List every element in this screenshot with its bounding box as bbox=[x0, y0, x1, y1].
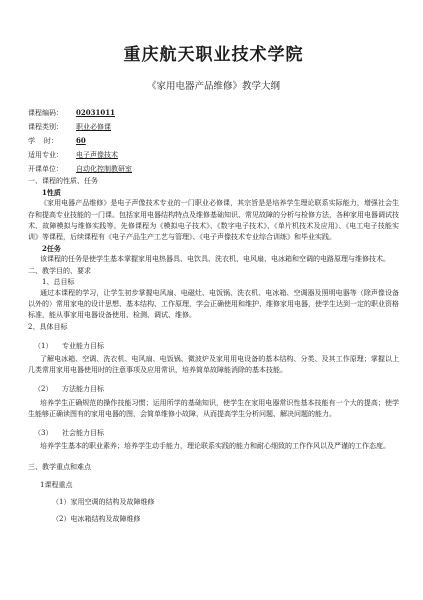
paragraph: 了解电冰箱、空调、洗衣机、电风扇、电饭锅、微波炉及家用用电设备的基本结构、分类、及其工作原理；掌握以上几类常用家用电器使用时的注意事项及应用常识，培养简单故障能消除的基本技能。 bbox=[28, 355, 399, 375]
meta-row bbox=[28, 162, 399, 176]
paragraph: 该课程的任务是使学生基本掌握家用电热器具、电饮具、洗衣机、电风扇、电冰箱和空调的电路原理与维修技术。 bbox=[40, 255, 390, 264]
course-title: 《家用电器产品维修》教学大纲 bbox=[146, 81, 280, 92]
section-heading: 三、教学重点和难点 bbox=[28, 463, 91, 472]
goal-title: 方法能力目标 bbox=[62, 385, 104, 394]
subsection-heading: 1性质 bbox=[42, 188, 61, 198]
section-heading: 一、课程的性质、任务 bbox=[28, 177, 98, 185]
goal-heading bbox=[28, 341, 399, 352]
meta-row bbox=[28, 120, 399, 134]
paragraph: 培养学生基本的职业素养；培养学生动手能力，理论联系实践的能力和耐心细致的工作作风以及严谨的工作态度。 bbox=[40, 442, 390, 451]
meta-key: 学 时： bbox=[28, 137, 58, 145]
subsection-heading: 1、总目标 bbox=[42, 277, 75, 286]
meta-value: 职业必修课 bbox=[76, 123, 111, 131]
meta-row bbox=[28, 148, 399, 162]
meta-row bbox=[28, 106, 399, 120]
meta-key: 课程编码： bbox=[28, 109, 63, 117]
section-heading: 二、教学目的、要求 bbox=[28, 266, 91, 275]
school-name: 重庆航天职业技术学院 bbox=[123, 45, 304, 65]
list-item: （2）电冰箱结构及故障维修 bbox=[52, 515, 141, 524]
goal-heading bbox=[28, 428, 399, 439]
meta-value: 02031011 bbox=[76, 108, 115, 117]
meta-key: 课程类别： bbox=[28, 123, 63, 131]
goal-heading bbox=[28, 384, 399, 395]
course-meta bbox=[28, 106, 399, 176]
goal-number: （2） bbox=[34, 385, 53, 394]
goal-number: （1） bbox=[34, 341, 53, 350]
goal-title: 社会能力目标 bbox=[62, 429, 104, 438]
subsection-heading: 1课程重点 bbox=[40, 480, 73, 489]
meta-value: 60 bbox=[76, 136, 86, 145]
subsection-heading: 2、具体目标 bbox=[28, 322, 68, 331]
list-item: （1）家用空调的结构及故障维修 bbox=[52, 497, 155, 506]
meta-row bbox=[28, 134, 399, 148]
meta-value: 自动化控制教研室 bbox=[76, 165, 132, 173]
goal-title: 专业能力目标 bbox=[62, 341, 104, 350]
meta-key: 开课单位： bbox=[28, 165, 63, 173]
subsection-heading: 2任务 bbox=[42, 244, 61, 254]
meta-key: 适用专业： bbox=[28, 151, 63, 159]
syllabus-body bbox=[28, 176, 399, 525]
paragraph: 培养学生正确规范的操作技能习惯；运用所学的基础知识，使学生在家用电器常识性基本技能有一个大的提高；使学生能够正确读图有的家用电器的图，会简单维修小故障，从而提高学生分析问题、解决问题的能力。 bbox=[28, 398, 399, 418]
paragraph: 通过本课程的学习，让学生初步掌握电风扇、电磁灶、电饭锅、洗衣机、电冰箱、空调器及照明电器等（除声像设备以外的）常用家电的设计思想、基本结构、工作原理，学会正确使用和维护、维修家用电器，使学生达到一定的职业资格标准，能从事家用电器设备使用、检测、调试、维修。 bbox=[28, 289, 399, 320]
meta-value: 电子声像技术 bbox=[76, 151, 118, 159]
goal-number: （3） bbox=[34, 429, 53, 438]
paragraph: 《家用电器产品维修》是电子声像技术专业的一门职业必修课，其宗旨是是培养学生理论联系实际能力，增强社会生存和提高专业技能的一门课。包括家用电器结构特点及维修基础知识、常见故障的分析与检修方法，各种家用电器调试技术、故障模拟与维修实践等。先修课程为《模拟电子技术》、《数字电子技术》、《单片机技术及应用》、《电工电子技能实训》等课程，后续课程有《电子产品生产工艺与管理》、《电子声像技术专业综合训练》和毕业实践。 bbox=[28, 199, 399, 242]
